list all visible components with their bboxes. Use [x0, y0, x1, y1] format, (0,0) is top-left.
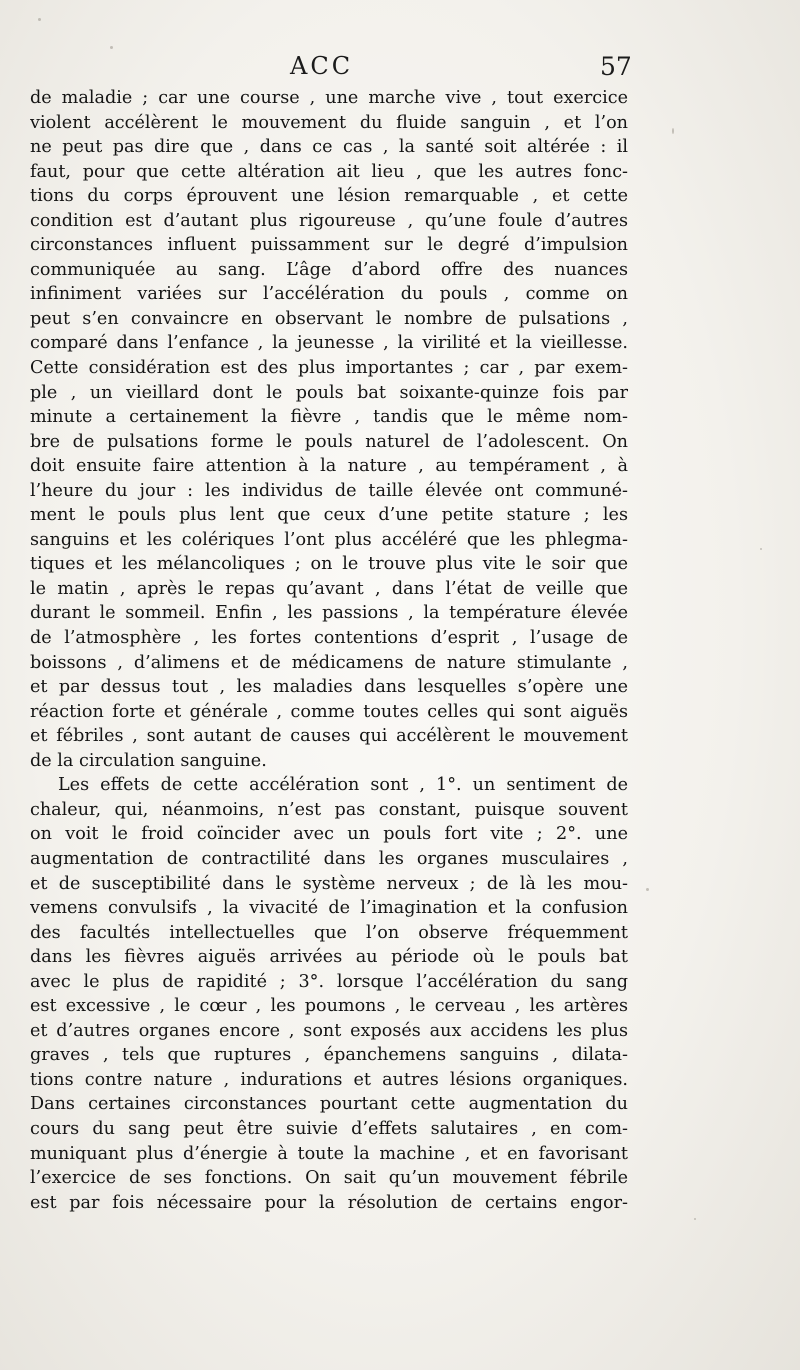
text-line: réaction forte et générale , comme toutes celles qui sont aiguës — [30, 701, 628, 722]
page-header — [0, 52, 800, 88]
text-line: infiniment variées sur l’accélération du pouls , comme on — [30, 284, 628, 305]
text-line: graves , tels que ruptures , épanchemens sanguins , dilata- — [30, 1045, 628, 1066]
text-line: et par dessus tout , les maladies dans lesquelles s’opère une — [30, 677, 628, 698]
text-line: tions contre nature , indurations et autres lésions organiques. — [30, 1069, 628, 1090]
text-line: chaleur, qui, néanmoins, n’est pas constant, puisque souvent — [30, 799, 628, 820]
paper-speck — [110, 46, 113, 49]
text-line: boissons , d’alimens et de médicamens de nature stimulante , — [30, 652, 628, 673]
paper-speck — [672, 128, 674, 134]
text-line: bre de pulsations forme le pouls naturel de l’adolescent. On — [30, 431, 628, 452]
text-line: muniquant plus d’énergie à toute la machine , et en favorisant — [30, 1143, 628, 1164]
text-line: l’heure du jour : les individus de taille élevée ont communé- — [30, 480, 628, 501]
text-line: minute a certainement la fièvre , tandis que le même nom- — [30, 407, 628, 428]
paper-speck — [694, 1218, 696, 1220]
text-line: de l’atmosphère , les fortes contentions d’esprit , l’usage de — [30, 628, 628, 649]
text-line: et fébriles , sont autant de causes qui accélèrent le mouvement — [30, 726, 628, 747]
text-line: condition est d’autant plus rigoureuse , qu’une foule d’autres — [30, 210, 628, 231]
text-line: ple , un vieillard dont le pouls bat soixante-quinze fois par — [30, 382, 628, 403]
paper-speck — [646, 888, 649, 891]
text-line: tiques et les mélancoliques ; on le trouve plus vite le soir que — [30, 554, 628, 575]
text-line: sanguins et les colériques l’ont plus accéléré que les phlegma- — [30, 529, 628, 550]
paper-speck — [760, 548, 762, 550]
text-line: augmentation de contractilité dans les organes musculaires , — [30, 848, 628, 869]
text-line: avec le plus de rapidité ; 3°. lorsque l’accélération du sang — [30, 971, 628, 992]
text-line: le matin , après le repas qu’avant , dans l’état de veille que — [30, 578, 628, 599]
text-line: doit ensuite faire attention à la nature , au tempérament , à — [30, 456, 628, 477]
text-line: communiquée au sang. L’âge d’abord offre des nuances — [30, 259, 628, 280]
text-line: ment le pouls plus lent que ceux d’une petite stature ; les — [30, 505, 628, 526]
text-line: Les effets de cette accélération sont , 1°. un sentiment de — [58, 775, 628, 796]
text-line: vemens convulsifs , la vivacité de l’imagination et la confusion — [30, 898, 628, 919]
text-line: Dans certaines circonstances pourtant cette augmentation du — [30, 1094, 628, 1115]
paragraph-1 — [30, 86, 628, 773]
text-line: tions du corps éprouvent une lésion remarquable , et cette — [30, 186, 628, 207]
text-line: faut, pour que cette altération ait lieu , que les autres fonc- — [30, 161, 628, 182]
text-line: est excessive , le cœur , les poumons , le cerveau , les artères — [30, 996, 628, 1017]
text-line: l’exercice de ses fonctions. On sait qu’un mouvement fébrile — [30, 1168, 628, 1189]
text-line: peut s’en convaincre en observant le nombre de pulsations , — [30, 308, 628, 329]
paper-speck — [38, 18, 41, 21]
text-line: cours du sang peut être suivie d’effets salutaires , en com- — [30, 1118, 628, 1139]
text-line: de maladie ; car une course , une marche vive , tout exercice — [30, 88, 628, 108]
text-line: on voit le froid coïncider avec un pouls fort vite ; 2°. une — [30, 824, 628, 845]
text-line: durant le sommeil. Enfin , les passions , la température élevée — [30, 603, 628, 624]
body-text — [30, 86, 628, 1215]
text-line: Cette considération est des plus importantes ; car , par exem- — [30, 358, 628, 379]
running-head: ACC — [290, 52, 354, 80]
text-line: et d’autres organes encore , sont exposés aux accidens les plus — [30, 1020, 628, 1041]
text-line: circonstances influent puissamment sur le degré d’impulsion — [30, 235, 628, 256]
paragraph-2 — [30, 773, 628, 1215]
text-line: et de susceptibilité dans le système nerveux ; de là les mou- — [30, 873, 628, 894]
text-line: ne peut pas dire que , dans ce cas , la santé soit altérée : il — [30, 137, 628, 158]
text-line: est par fois nécessaire pour la résolution de certains engor- — [30, 1192, 628, 1213]
page-number: 57 — [600, 52, 632, 81]
text-line: violent accélèrent le mouvement du fluide sanguin , et l’on — [30, 112, 628, 133]
text-line: dans les fièvres aiguës arrivées au période où le pouls bat — [30, 947, 628, 968]
text-line: des facultés intellectuelles que l’on observe fréquemment — [30, 922, 628, 943]
text-line: de la circulation sanguine. — [30, 750, 267, 771]
text-line: comparé dans l’enfance , la jeunesse , la virilité et la vieillesse. — [30, 333, 628, 354]
